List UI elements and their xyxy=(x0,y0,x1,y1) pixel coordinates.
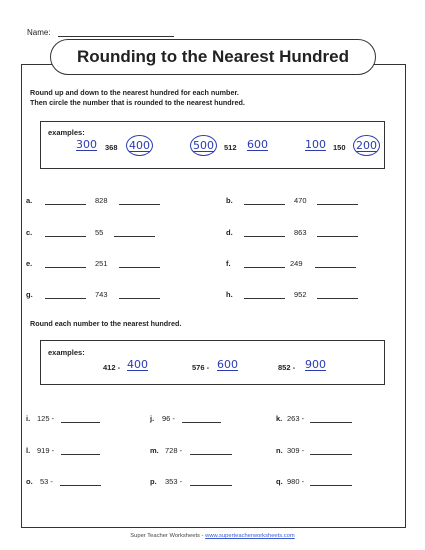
problem-a-round-down-blank[interactable] xyxy=(45,204,86,205)
problem-g-round-up-blank[interactable] xyxy=(119,298,160,299)
problem-b-round-down-blank[interactable] xyxy=(244,204,285,205)
part2-example3-answer: 900 xyxy=(305,358,326,371)
problem-l-answer-blank[interactable] xyxy=(61,454,100,455)
problem-l-number: 919 - xyxy=(37,446,55,455)
problem-e-round-up-blank[interactable] xyxy=(119,267,160,268)
problem-d-letter: d. xyxy=(226,228,233,237)
problem-d-round-down-blank[interactable] xyxy=(244,236,285,237)
footer-url-link[interactable]: www.superteacherworksheets.com xyxy=(205,533,295,539)
problem-c-round-up-blank[interactable] xyxy=(114,236,155,237)
problem-o-answer-blank[interactable] xyxy=(60,485,101,486)
problem-h-round-up-blank[interactable] xyxy=(317,298,358,299)
problem-n-number: 309 - xyxy=(287,446,305,455)
problem-m-number: 728 - xyxy=(165,446,183,455)
problem-c-number: 55 xyxy=(95,228,104,237)
example1-high-circled: 400 xyxy=(126,135,153,156)
part2-example1-number: 412 - xyxy=(103,363,121,372)
problem-a-round-up-blank[interactable] xyxy=(119,204,160,205)
part2-example2-answer: 600 xyxy=(217,358,238,371)
example3-high-circled: 200 xyxy=(353,135,380,156)
problem-h-round-down-blank[interactable] xyxy=(244,298,285,299)
problem-a-letter: a. xyxy=(26,196,33,205)
example1-low: 300 xyxy=(76,138,97,151)
problem-j-number: 96 - xyxy=(162,414,175,423)
problem-h-number: 952 xyxy=(294,290,307,299)
part1-directions-line-1: Round up and down to the nearest hundred for each number. xyxy=(30,88,239,97)
part2-example1-answer: 400 xyxy=(127,358,148,371)
problem-f-round-up-blank[interactable] xyxy=(315,267,356,268)
part2-examples-box xyxy=(40,340,385,385)
problem-f-letter: f. xyxy=(226,259,231,268)
problem-q-answer-blank[interactable] xyxy=(310,485,352,486)
footer xyxy=(0,533,425,539)
problem-g-number: 743 xyxy=(95,290,108,299)
problem-g-round-down-blank[interactable] xyxy=(45,298,86,299)
problem-k-answer-blank[interactable] xyxy=(310,422,352,423)
problem-j-answer-blank[interactable] xyxy=(182,422,221,423)
problem-q-letter: q. xyxy=(276,477,283,486)
example3-number: 150 xyxy=(333,143,346,152)
part2-example3-number: 852 - xyxy=(278,363,296,372)
problem-i-letter: i. xyxy=(26,414,31,423)
problem-k-letter: k. xyxy=(276,414,283,423)
problem-p-number: 353 - xyxy=(165,477,183,486)
problem-f-number: 249 xyxy=(290,259,303,268)
example2-high: 600 xyxy=(247,138,268,151)
page-title: Rounding to the Nearest Hundred xyxy=(50,39,376,75)
problem-p-letter: p. xyxy=(150,477,157,486)
problem-e-letter: e. xyxy=(26,259,33,268)
problem-o-letter: o. xyxy=(26,477,33,486)
example1-number: 368 xyxy=(105,143,118,152)
problem-p-answer-blank[interactable] xyxy=(190,485,232,486)
part1-directions-line-2: Then circle the number that is rounded to the nearest hundred. xyxy=(30,98,245,107)
problem-i-number: 125 - xyxy=(37,414,55,423)
footer-brand: Super Teacher Worksheets xyxy=(130,533,200,539)
problem-e-number: 251 xyxy=(95,259,108,268)
problem-m-answer-blank[interactable] xyxy=(190,454,232,455)
problem-d-round-up-blank[interactable] xyxy=(317,236,358,237)
problem-d-number: 863 xyxy=(294,228,307,237)
problem-i-answer-blank[interactable] xyxy=(61,422,100,423)
problem-q-number: 980 - xyxy=(287,477,305,486)
problem-m-letter: m. xyxy=(150,446,159,455)
problem-k-number: 263 - xyxy=(287,414,305,423)
part2-example2-number: 576 - xyxy=(192,363,210,372)
problem-n-answer-blank[interactable] xyxy=(310,454,352,455)
problem-n-letter: n. xyxy=(276,446,283,455)
problem-o-number: 53 - xyxy=(40,477,53,486)
name-line xyxy=(58,36,174,37)
example2-low-circled: 500 xyxy=(190,135,217,156)
part2-examples-label: examples: xyxy=(48,348,85,357)
problem-f-round-down-blank[interactable] xyxy=(244,267,285,268)
problem-g-letter: g. xyxy=(26,290,33,299)
problem-b-round-up-blank[interactable] xyxy=(317,204,358,205)
part1-examples-label: examples: xyxy=(48,128,85,137)
problem-a-number: 828 xyxy=(95,196,108,205)
problem-h-letter: h. xyxy=(226,290,233,299)
problem-j-letter: j. xyxy=(150,414,155,423)
problem-e-round-down-blank[interactable] xyxy=(45,267,86,268)
problem-b-number: 470 xyxy=(294,196,307,205)
problem-c-letter: c. xyxy=(26,228,33,237)
example3-low: 100 xyxy=(305,138,326,151)
problem-c-round-down-blank[interactable] xyxy=(45,236,86,237)
problem-l-letter: l. xyxy=(26,446,31,455)
example2-number: 512 xyxy=(224,143,237,152)
name-label: Name: xyxy=(27,28,51,37)
footer-separator: - xyxy=(201,533,204,539)
part2-directions: Round each number to the nearest hundred. xyxy=(30,319,182,328)
problem-b-letter: b. xyxy=(226,196,233,205)
